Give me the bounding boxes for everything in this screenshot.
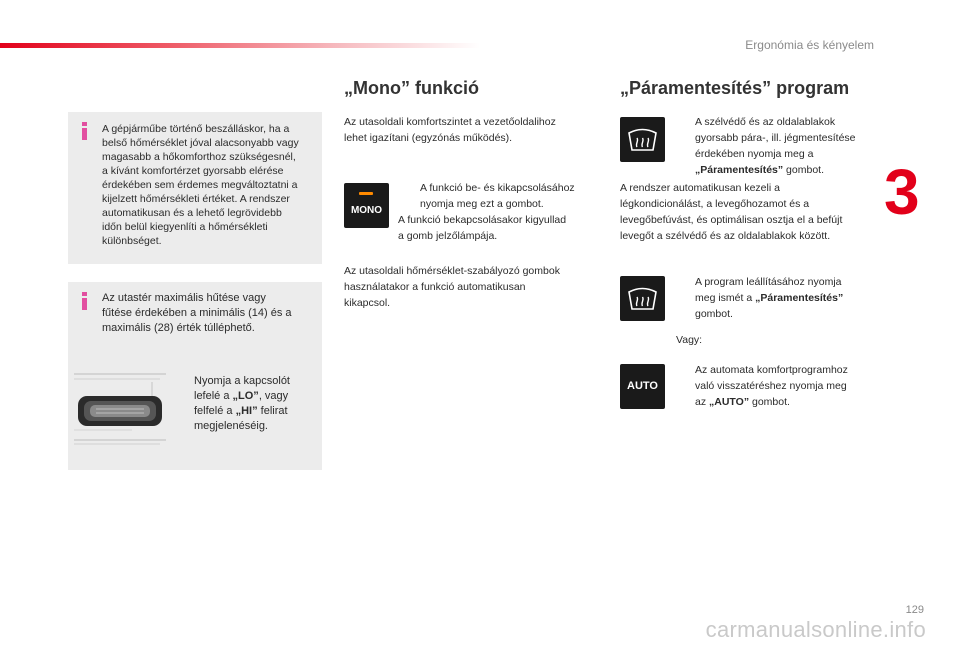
text-line: érdekében nyomja meg a [695, 148, 814, 160]
text-run: felirat [257, 405, 288, 417]
text-line: a kívánt komfortérzet gyorsabb elérése [102, 165, 284, 177]
defog-step3 [695, 362, 895, 410]
text-line: Az utastér maximális hűtése vagy [102, 292, 266, 304]
text-line: Az utasoldali hőmérséklet-szabályozó gombok [344, 265, 560, 277]
text-line [695, 394, 895, 410]
text-line: magasabb a hőkomforthoz szükségesnél, [102, 151, 296, 163]
mono-after [398, 212, 608, 244]
text-line [194, 389, 318, 404]
text-line: való visszatéréshez nyomja meg [695, 380, 847, 392]
text-line: A rendszer automatikusan kezeli a [620, 182, 780, 194]
text-line: érdekében sem érdemes megváltoztatni a [102, 179, 298, 191]
defog-label: „Páramentesítés” [695, 164, 784, 176]
text-line: fűtése érdekében a minimális (14) és a [102, 307, 292, 319]
info-panel-extreme [68, 282, 322, 470]
text-line: különbséget. [102, 235, 162, 247]
text-run: , vagy [258, 390, 289, 402]
mono-intro [344, 114, 600, 146]
defog-label: „Páramentesítés” [755, 292, 844, 304]
mono-outro [344, 263, 604, 311]
text-line: kijelzett hőmérsékleti értéket. A rendszer [102, 193, 290, 205]
lo-label: „LO” [232, 390, 259, 402]
text-line: használatakor a funkció automatikusan [344, 281, 526, 293]
text-line: gombot. [695, 308, 733, 320]
info-icon [82, 122, 88, 140]
text-line: levegőt a szélvédő és az oldalablakok között. [620, 230, 831, 242]
text-run: az [695, 396, 710, 408]
info-panel-comfort-text [102, 122, 320, 248]
auto-label-bold: „AUTO” [709, 396, 750, 408]
switch-instruction [194, 374, 318, 434]
switch-drawing [72, 370, 168, 446]
text-line: Az utasoldali komfortszintet a vezetőoldalihoz [344, 116, 556, 128]
text-run: gombot. [749, 396, 790, 408]
text-line: légkondicionálást, a levegőhozamot és a [620, 198, 810, 210]
or-label: Vagy: [676, 334, 703, 346]
defog-body [620, 180, 890, 244]
mono-indicator-lamp [359, 192, 373, 195]
text-line: gyorsabb pára-, ill. jégmentesítése [695, 132, 856, 144]
text-line: A gépjárműbe történő beszálláskor, ha a [102, 123, 290, 135]
info-icon [82, 292, 88, 310]
auto-button-label: AUTO [627, 380, 658, 392]
text-line: időn belül kiegyenlíti a hőmérsékleti [102, 221, 268, 233]
text-line: kikapcsol. [344, 297, 391, 309]
text-line: levegőbefúvást, és optimálisan osztja el a befújt [620, 214, 843, 226]
mono-section-title: „Mono” funkció [344, 78, 479, 98]
mono-step [420, 180, 610, 212]
info-panel-comfort [68, 112, 322, 264]
text-run: gombot. [783, 164, 824, 176]
text-line: A program leállításához nyomja [695, 276, 842, 288]
header-title: Ergonómia és kényelem [745, 38, 874, 52]
defog-step1 [695, 114, 895, 178]
defog-button-icon-2 [620, 276, 665, 321]
text-line: automatikusan és a lehető legrövidebb [102, 207, 282, 219]
defog-step2 [695, 274, 895, 322]
page-number: 129 [905, 604, 924, 616]
header-accent-bar [0, 43, 480, 48]
windshield-defog-icon [620, 117, 665, 162]
mono-button-label: MONO [350, 205, 383, 216]
chapter-number: 3 [884, 156, 920, 228]
watermark: carmanualsonline.info [705, 617, 926, 642]
text-run: lefelé a [194, 390, 233, 402]
text-line [695, 162, 895, 178]
defog-section-title: „Páramentesítés” program [620, 78, 850, 98]
text-line: megjelenéséig. [194, 420, 268, 432]
text-line [695, 290, 895, 306]
windshield-defog-icon [620, 276, 665, 321]
temperature-switch-illustration [72, 370, 168, 446]
text-line: maximális (28) érték túlléphető. [102, 322, 255, 334]
text-line: a gomb jelzőlámpája. [398, 230, 498, 242]
info-panel-extreme-text [102, 291, 320, 336]
text-run: felfelé a [194, 405, 236, 417]
text-line: A szélvédő és az oldalablakok [695, 116, 836, 128]
mono-button-icon [344, 183, 389, 228]
text-line: nyomja meg ezt a gombot. [420, 198, 544, 210]
defog-button-icon [620, 117, 665, 162]
text-line: belső hőmérséklet jóval alacsonyabb vagy [102, 137, 299, 149]
hi-label: „HI” [235, 405, 258, 417]
text-line [194, 404, 318, 419]
text-line: Nyomja a kapcsolót [194, 375, 290, 387]
auto-button-icon [620, 364, 665, 409]
text-line: A funkció bekapcsolásakor kigyullad [398, 214, 567, 226]
text-line: A funkció be- és kikapcsolásához [420, 182, 575, 194]
text-line: Az automata komfortprogramhoz [695, 364, 848, 376]
text-line: lehet igazítani (egyzónás működés). [344, 132, 513, 144]
text-run: meg ismét a [695, 292, 756, 304]
